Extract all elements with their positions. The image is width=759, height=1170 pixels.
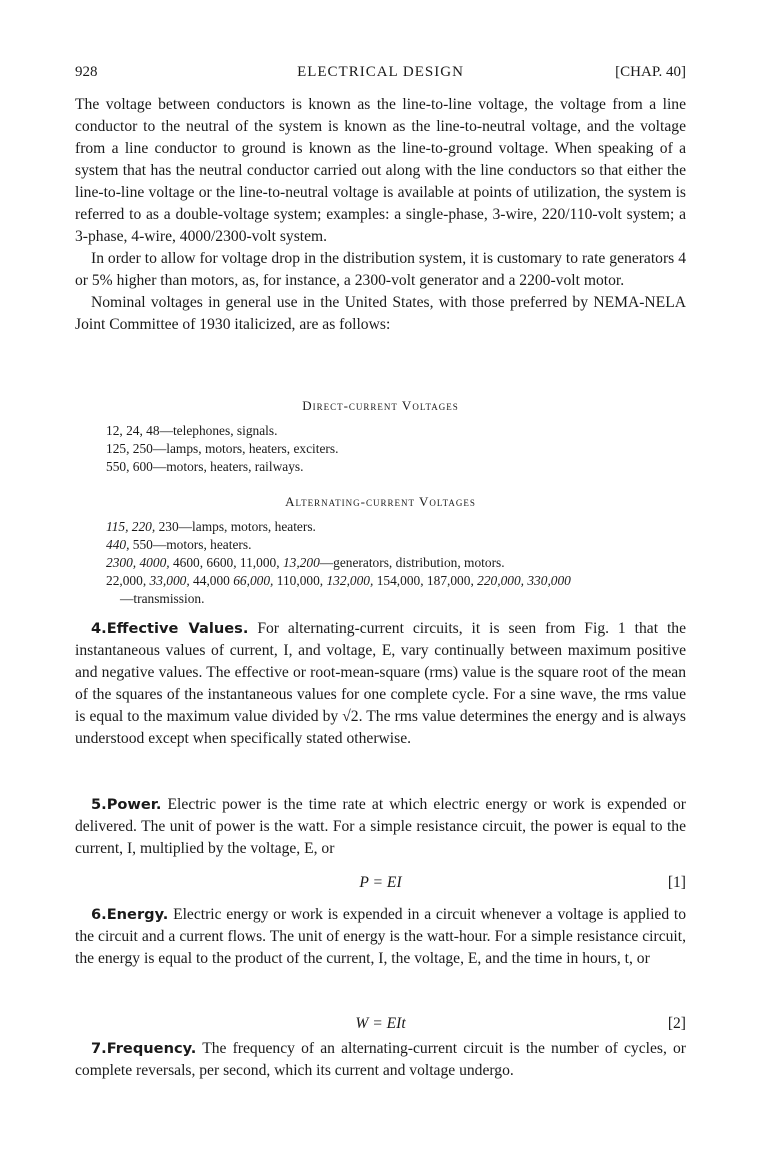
voltages: 22,000, — [106, 573, 150, 588]
voltage-use: 230—lamps, motors, heaters. — [155, 519, 316, 534]
section-text: The frequency of an alternating-current circuit is the number of cycles, or complete reversals, per second, which its current and voltage undergo. — [75, 1040, 686, 1079]
section-6-energy — [75, 904, 686, 970]
list-item: —transmission. — [120, 591, 205, 606]
voltages: 44,000 — [189, 573, 234, 588]
running-title: ELECTRICAL DESIGN — [297, 64, 464, 80]
section-text: For alternating-current circuits, it is seen from Fig. 1 that the instantaneous values of current, I, and voltage, E, vary continually between maximum positive and negative values. The effective or root-mean-square (rms) value is the square root of the mean of the squares of the instantaneous values for one complete cycle. For a sine wave, the rms value is equal to the maximum value divided by √2. The rms value determines the energy and is always understood except when specifically stated otherwise. — [75, 620, 686, 747]
voltage-use: 550—motors, heaters. — [129, 537, 252, 552]
preferred-voltages: 220,000, 330,000 — [477, 573, 571, 588]
chapter-label: [CHAP. 40] — [615, 64, 686, 80]
preferred-voltages: 66,000, — [233, 573, 274, 588]
ac-voltages-heading: Alternating-current Voltages — [285, 494, 476, 509]
list-item — [106, 572, 686, 590]
section-number: 6. — [91, 906, 107, 923]
intro-block — [75, 94, 686, 336]
list-item — [106, 536, 686, 554]
section-number: 5. — [91, 796, 107, 813]
running-header — [75, 64, 686, 86]
section-title: Power. — [106, 796, 162, 813]
section-title: Frequency. — [106, 1040, 197, 1057]
section-text: Electric power is the time rate at which electric energy or work is expended or delivered. The unit of power is the watt. For a simple resistance circuit, the power is equal to the current, I, multiplied by the voltage, E, or — [75, 796, 686, 857]
voltages: 110,000, — [273, 573, 327, 588]
section-title: Effective Values. — [106, 620, 249, 637]
equation-formula: P = EI — [359, 874, 402, 891]
preferred-voltages: 115, 220, — [106, 519, 156, 534]
section-paragraph — [75, 1038, 686, 1082]
list-item: 125, 250—lamps, motors, heaters, exciters. — [106, 441, 339, 456]
section-paragraph — [75, 618, 686, 750]
section-4-effective-values — [75, 618, 686, 750]
section-number: 7. — [91, 1040, 107, 1057]
paragraph-voltage-drop: In order to allow for voltage drop in the distribution system, it is customary to rate generators 4 or 5% higher than motors, as, for instance, a 2300-volt generator and a 2200-volt motor. — [75, 250, 686, 289]
list-item: 12, 24, 48—telephones, signals. — [106, 423, 278, 438]
preferred-voltages: 13,200 — [282, 555, 320, 570]
list-item: 550, 600—motors, heaters, railways. — [106, 459, 304, 474]
section-paragraph — [75, 794, 686, 860]
list-item — [106, 554, 686, 572]
voltages: 4600, 6600, 11,000, — [169, 555, 283, 570]
preferred-voltages: 440, — [106, 537, 130, 552]
preferred-voltages: 2300, 4000, — [106, 555, 170, 570]
voltage-use: —generators, distribution, motors. — [319, 555, 505, 570]
page-number: 928 — [75, 64, 98, 80]
paragraph-line-voltages: The voltage between conductors is known as the line-to-line voltage, the voltage from a line conductor to the neutral of the system is known as the line-to-neutral voltage, and the voltage from a line conductor to ground is known as the line-to-ground voltage. When speaking of a system that has the neutral conductor carried out along with the line conductors so that either the line-to-line voltage or the line-to-neutral voltage is available at points of utilization, the system is referred to as a double-voltage system; examples: a single-phase, 3-wire, 220/110-volt system; a 3-phase, 4-wire, 4000/2300-volt system. — [75, 96, 686, 245]
list-item — [106, 518, 686, 536]
equation-formula: W = EIt — [355, 1015, 406, 1032]
ac-voltages-list — [106, 518, 686, 608]
section-7-frequency — [75, 1038, 686, 1082]
equation-1 — [75, 874, 686, 896]
section-text: Electric energy or work is expended in a circuit whenever a voltage is applied to the circuit and a current flows. The unit of energy is the watt-hour. For a simple resistance circuit, the energy is equal to the product of the current, I, the voltage, E, and the time in hours, t, or — [75, 906, 686, 967]
paragraph-nominal-voltages: Nominal voltages in general use in the United States, with those preferred by NEMA-NELA Joint Committee of 1930 italicized, are as follows: — [75, 294, 686, 333]
section-paragraph — [75, 904, 686, 970]
dc-voltages-heading: Direct-current Voltages — [302, 398, 459, 413]
section-number: 4. — [91, 620, 107, 637]
equation-number: [1] — [667, 874, 686, 891]
section-5-power — [75, 794, 686, 860]
dc-voltages-list — [106, 422, 686, 476]
equation-2 — [75, 1015, 686, 1037]
preferred-voltages: 33,000, — [149, 573, 190, 588]
section-title: Energy. — [106, 906, 169, 923]
voltages: 154,000, 187,000, — [373, 573, 478, 588]
equation-number: [2] — [667, 1015, 686, 1032]
preferred-voltages: 132,000, — [326, 573, 374, 588]
